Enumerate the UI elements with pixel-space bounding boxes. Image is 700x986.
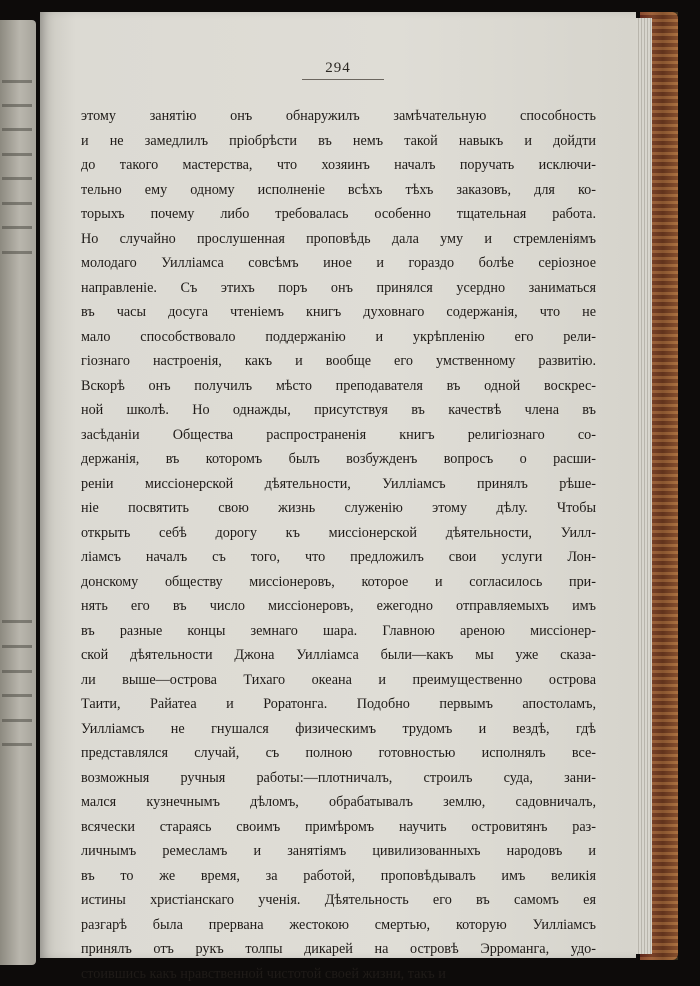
text-line: принялъ отъ рукъ толпы дикарей на островѣ Эрроманга, удо- <box>81 937 596 962</box>
header-rule <box>302 79 384 80</box>
left-page-edge <box>0 20 36 965</box>
text-line: направленіе. Съ этихъ поръ онъ принялся усердно заниматься <box>81 276 596 301</box>
text-line: мался кузнечнымъ дѣломъ, обрабатывалъ землю, садовничалъ, <box>81 790 596 815</box>
text-line: до такого мастерства, что хозяинъ началъ поручать исключи- <box>81 153 596 178</box>
text-line: тельно ему одному исполненіе всѣхъ тѣхъ заказовъ, для ко- <box>81 178 596 203</box>
text-line: торыхъ почему либо требовалась особенно тщательная работа. <box>81 202 596 227</box>
text-line: нять его въ число миссіонеровъ, ежегодно отправляемыхъ имъ <box>81 594 596 619</box>
text-line: въ разные концы земнаго шара. Главною ареною миссіонер- <box>81 619 596 644</box>
text-line: стоившись какъ нравственной чистотой своей жизни, такъ и <box>81 962 596 986</box>
text-line: Вскорѣ онъ получилъ мѣсто преподавателя въ одной воскрес- <box>81 374 596 399</box>
text-line: ской дѣятельности Джона Уилліамса были—какъ мы уже сказа- <box>81 643 596 668</box>
text-line: Таити, Райатеа и Роратонга. Подобно первымъ апостоламъ, <box>81 692 596 717</box>
text-line: ли выше—острова Тихаго океана и преимущественно острова <box>81 668 596 693</box>
text-line: ніе посвятить свою жизнь служенію этому дѣлу. Чтобы <box>81 496 596 521</box>
text-line: донскому обществу миссіонеровъ, которое и согласилось при- <box>81 570 596 595</box>
text-line: Но случайно прослушенная проповѣдь дала уму и стремленіямъ <box>81 227 596 252</box>
text-line: истины христіанскаго ученія. Дѣятельность его въ самомъ ея <box>81 888 596 913</box>
text-line: молодаго Уилліамса совсѣмъ иное и гораздо болѣе серіозное <box>81 251 596 276</box>
text-line: ной школѣ. Но однажды, присутствуя въ качествѣ члена въ <box>81 398 596 423</box>
body-text <box>81 104 596 986</box>
text-line: и не замедлилъ пріобрѣсти въ немъ такой навыкъ и дойдти <box>81 129 596 154</box>
book-page <box>40 12 636 958</box>
text-line: открыть себѣ дорогу къ миссіонерской дѣятельности, Уилл- <box>81 521 596 546</box>
text-line: всячески стараясь своимъ примѣромъ научить островитянъ раз- <box>81 815 596 840</box>
text-line: ліамсъ началъ съ того, что предложилъ свои услуги Лон- <box>81 545 596 570</box>
page-number: 294 <box>40 60 636 77</box>
text-line: Уилліамсъ не гнушался физическимъ трудомъ и вездѣ, гдѣ <box>81 717 596 742</box>
text-line: личнымъ ремесламъ и занятіямъ цивилизованныхъ народовъ и <box>81 839 596 864</box>
text-line: мало способствовало поддержанію и укрѣпленію его рели- <box>81 325 596 350</box>
text-line: разгарѣ была прервана жестокою смертью, которую Уилліамсъ <box>81 913 596 938</box>
text-line: этому занятію онъ обнаружилъ замѣчательную способность <box>81 104 596 129</box>
text-line: засѣданіи Общества распространенія книгъ религіознаго со- <box>81 423 596 448</box>
text-line: держанія, въ которомъ былъ возбужденъ вопросъ о расши- <box>81 447 596 472</box>
text-line: возможныя ручныя работы:—плотничалъ, строилъ суда, зани- <box>81 766 596 791</box>
text-line: реніи миссіонерской дѣятельности, Уилліамсъ принялъ рѣше- <box>81 472 596 497</box>
text-line: представлялся случай, съ полною готовностью исполнялъ все- <box>81 741 596 766</box>
text-line: гіознаго настроенія, какъ и вообще его умственному развитію. <box>81 349 596 374</box>
text-line: въ то же время, за работой, проповѣдывалъ имъ великія <box>81 864 596 889</box>
text-line: въ часы досуга чтеніемъ книгъ духовнаго содержанія, что не <box>81 300 596 325</box>
